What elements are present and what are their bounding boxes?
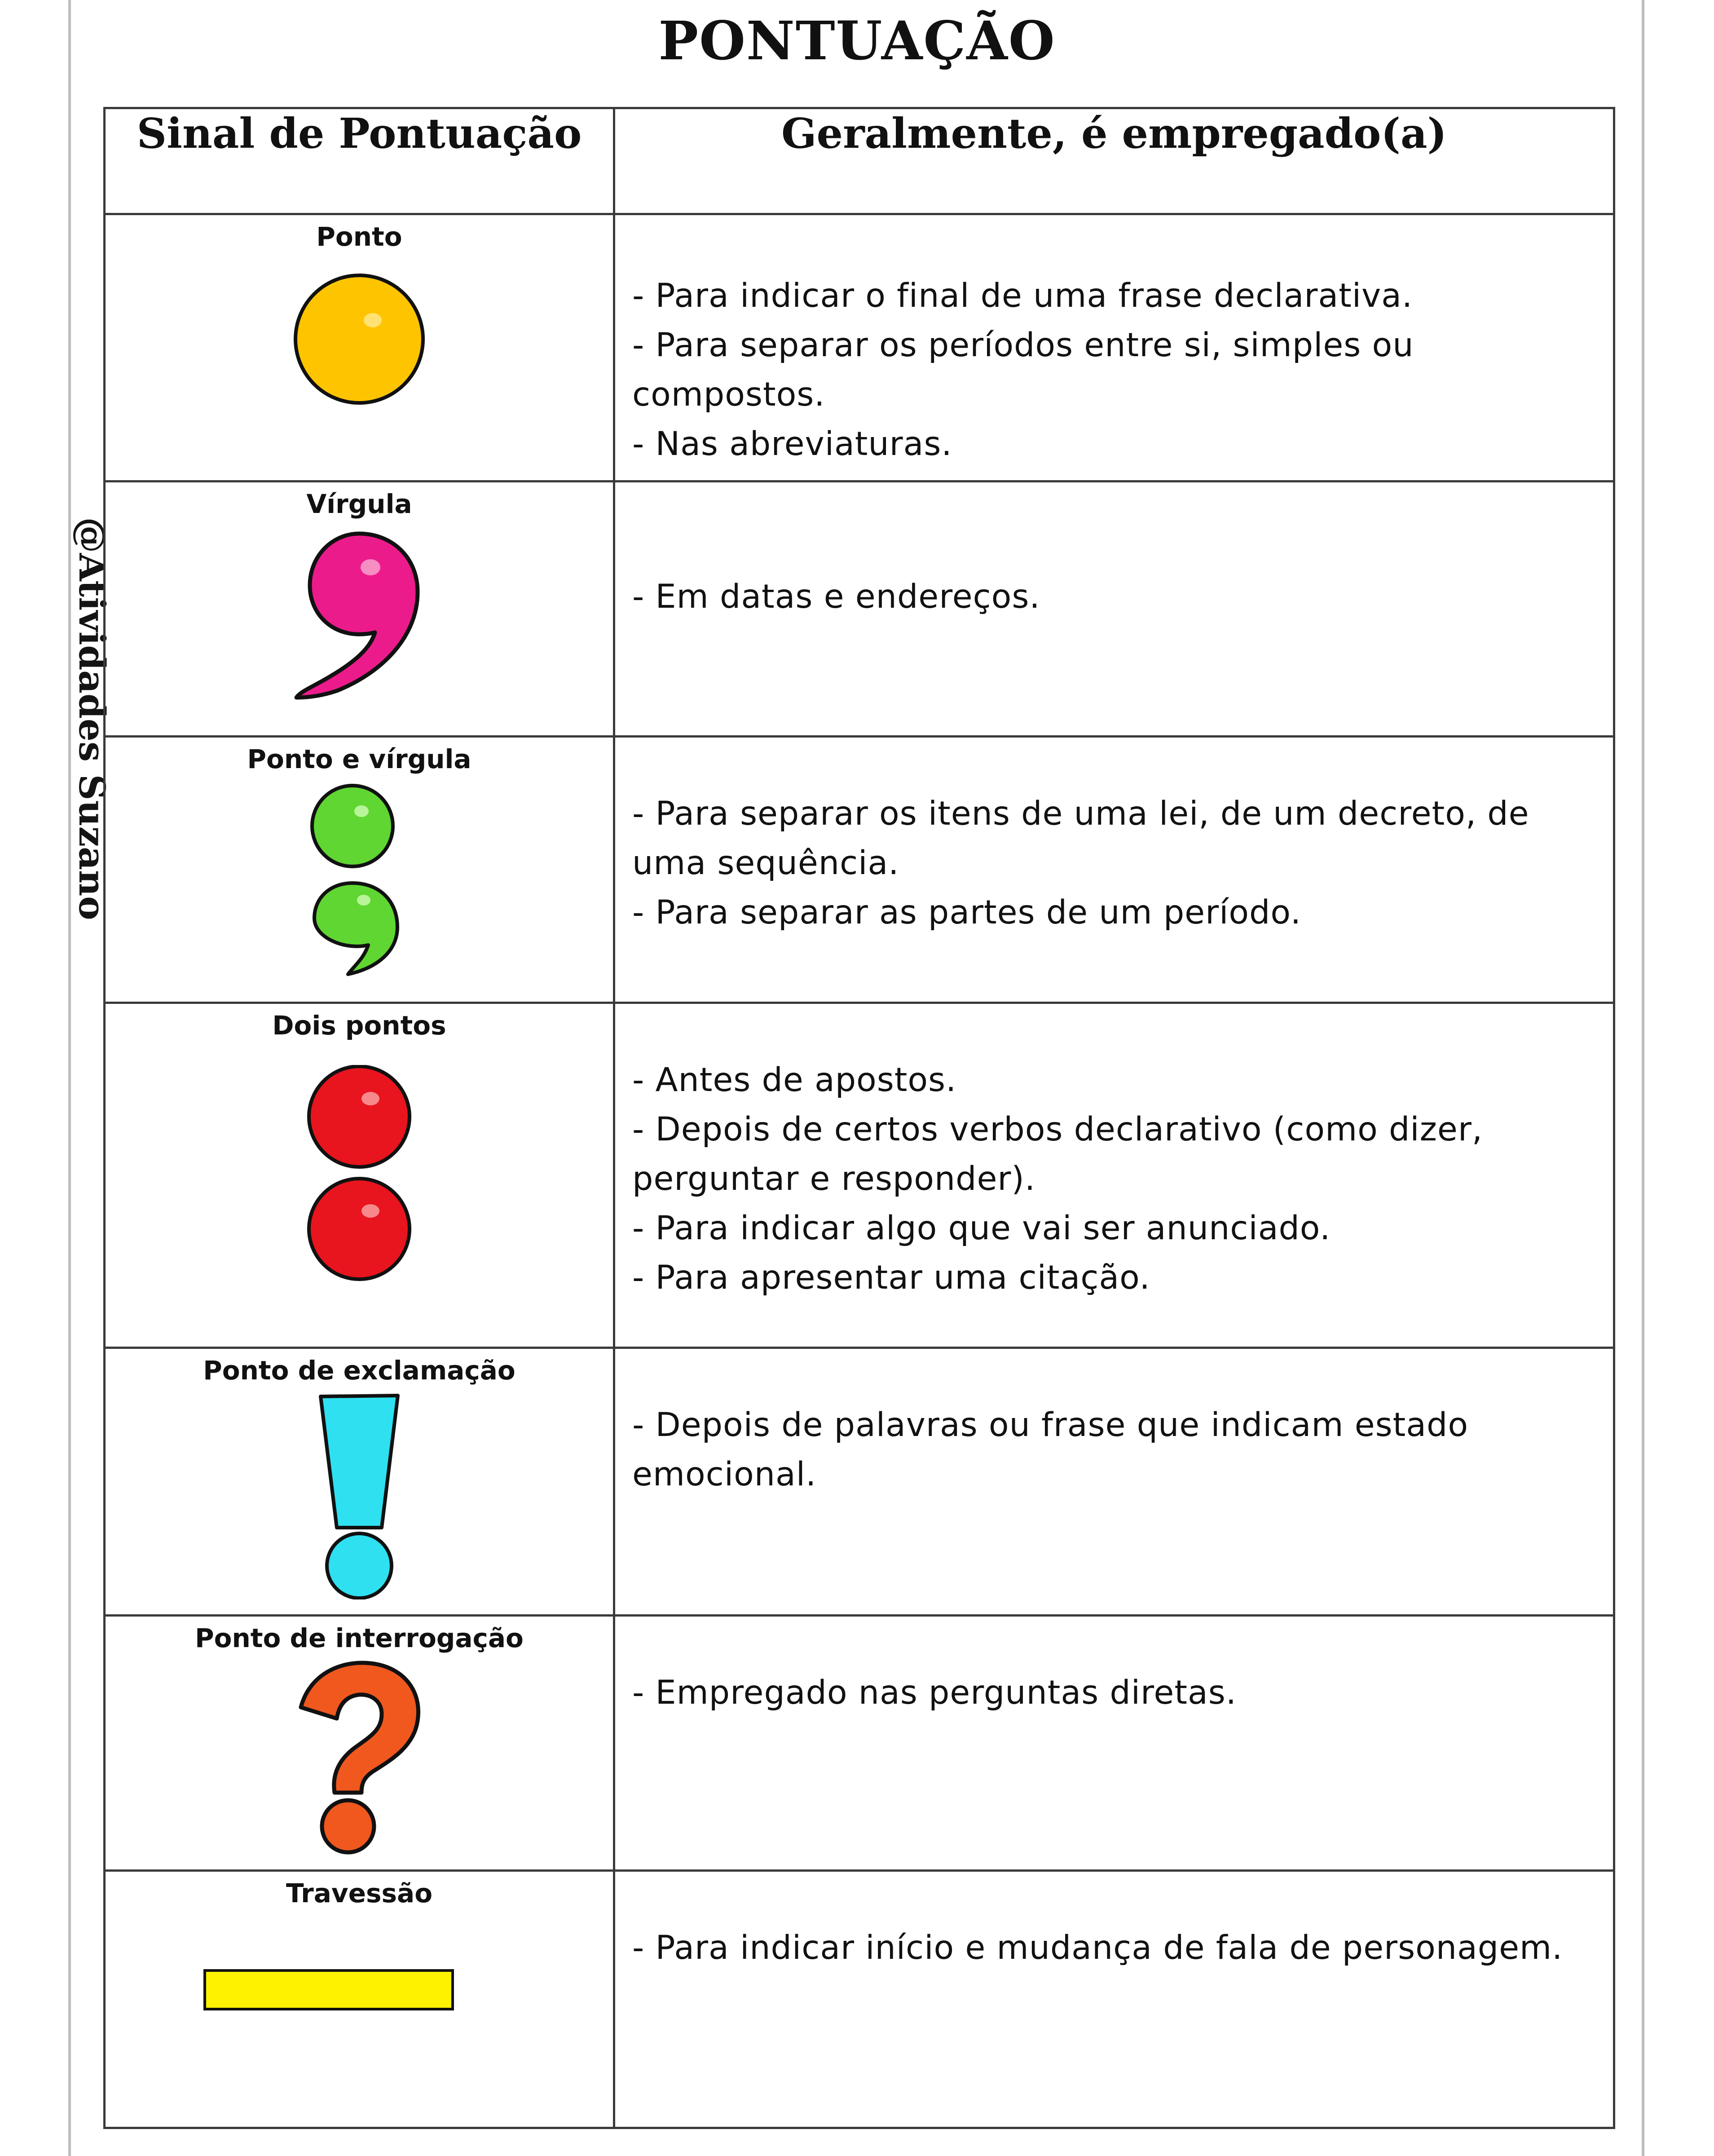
sign-name: Ponto de interrogação xyxy=(195,1623,524,1653)
sign-name: Ponto e vírgula xyxy=(247,744,471,774)
yellow-dot-icon xyxy=(287,272,431,415)
use-cell xyxy=(614,737,1614,1003)
table-row xyxy=(105,1871,1614,2128)
use-line: - Para indicar o final de uma frase declarativa. xyxy=(632,277,1413,315)
use-line: - Depois de certos verbos declarativo (como dizer, perguntar e responder). xyxy=(632,1110,1483,1198)
use-line: - Nas abreviaturas. xyxy=(632,425,952,463)
use-cell xyxy=(614,482,1614,737)
table-row xyxy=(105,214,1614,482)
yellow-dash-icon xyxy=(202,1968,458,2017)
sign-cell xyxy=(105,1348,614,1616)
page-border-left xyxy=(68,0,71,2156)
sign-name: Dois pontos xyxy=(272,1010,446,1041)
use-cell xyxy=(614,1003,1614,1348)
table-row xyxy=(105,1348,1614,1616)
sign-name: Ponto de exclamação xyxy=(203,1355,516,1386)
sign-cell xyxy=(105,1616,614,1871)
use-line: - Antes de apostos. xyxy=(632,1061,957,1099)
sign-cell xyxy=(105,214,614,482)
use-line: - Empregado nas perguntas diretas. xyxy=(632,1674,1237,1712)
sign-cell xyxy=(105,737,614,1003)
table-row xyxy=(105,482,1614,737)
use-line: - Para apresentar uma citação. xyxy=(632,1259,1150,1297)
use-line: - Em datas e endereços. xyxy=(632,578,1040,616)
sign-name: Ponto xyxy=(316,221,402,252)
use-cell xyxy=(614,214,1614,482)
cyan-exclamation-icon xyxy=(314,1393,404,1599)
use-line: - Para separar os itens de uma lei, de um decreto, de uma sequência. xyxy=(632,795,1529,882)
use-line: - Depois de palavras ou frase que indicam estado emocional. xyxy=(632,1406,1469,1493)
orange-question-mark-icon xyxy=(292,1658,427,1856)
use-line: - Para indicar início e mudança de fala de personagem. xyxy=(632,1929,1563,1967)
sign-name: Travessão xyxy=(286,1878,433,1909)
green-semicolon-icon xyxy=(301,783,418,976)
sign-cell xyxy=(105,1871,614,2128)
use-line: - Para separar os períodos entre si, simples ou compostos. xyxy=(632,326,1414,414)
table-row xyxy=(105,1003,1614,1348)
table-row xyxy=(105,1616,1614,1871)
sign-cell xyxy=(105,1003,614,1348)
header-sign: Sinal de Pontuação xyxy=(105,108,614,214)
sign-cell xyxy=(105,482,614,737)
use-line: - Para separar as partes de um período. xyxy=(632,893,1301,932)
use-cell xyxy=(614,1616,1614,1871)
watermark: @Atividades Suzano xyxy=(71,517,113,920)
use-cell xyxy=(614,1348,1614,1616)
table-header-row xyxy=(105,108,1614,214)
page-title: PONTUAÇÃO xyxy=(658,9,1056,72)
header-use: Geralmente, é empregado(a) xyxy=(614,108,1614,214)
sign-name: Vírgula xyxy=(306,489,412,519)
punctuation-table xyxy=(103,107,1615,2129)
pink-comma-icon xyxy=(283,525,436,704)
table-row xyxy=(105,737,1614,1003)
use-line: - Para indicar algo que vai ser anunciado. xyxy=(632,1209,1331,1247)
use-cell xyxy=(614,1871,1614,2128)
page-border-right xyxy=(1642,0,1644,2156)
red-colon-icon xyxy=(301,1065,418,1299)
